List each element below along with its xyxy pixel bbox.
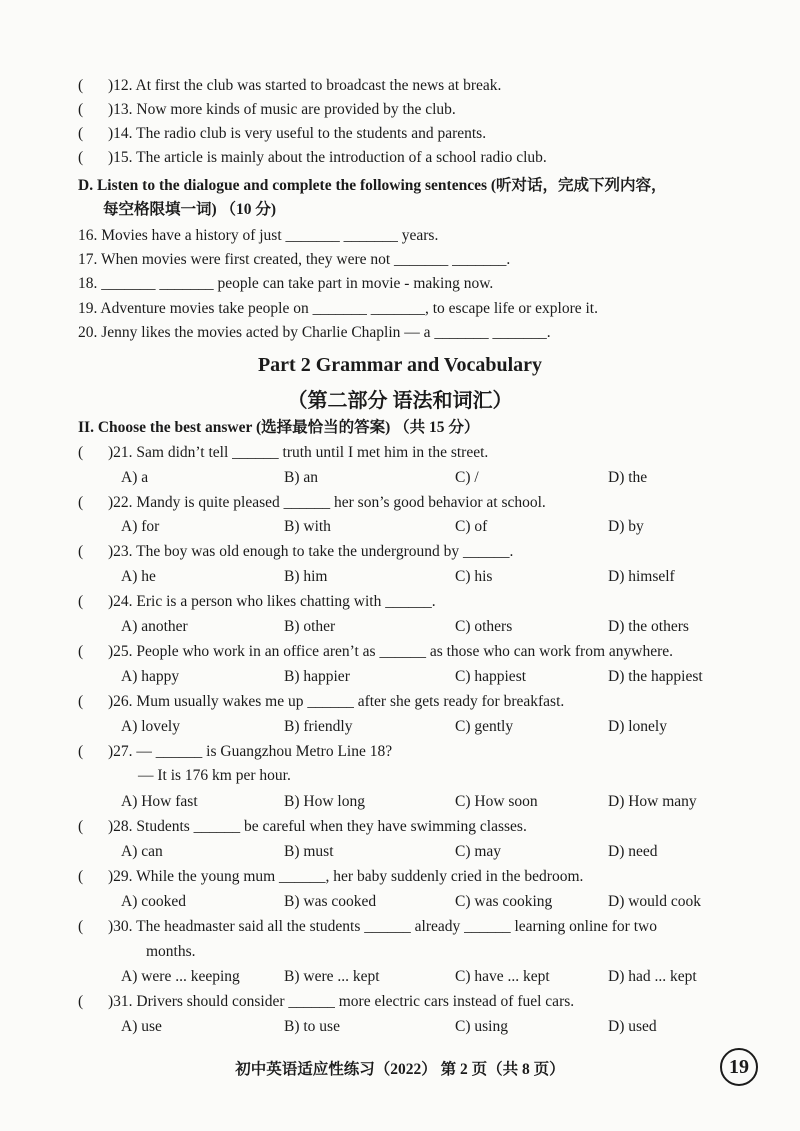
- option-d: D) used: [608, 1018, 657, 1035]
- question-text: )24. Eric is a person who likes chatting with ______.: [108, 593, 436, 610]
- option-a: A) cooked: [121, 893, 186, 910]
- option-d: D) himself: [608, 568, 675, 585]
- option-d: D) the others: [608, 618, 689, 635]
- option-b: B) him: [284, 568, 328, 585]
- answer-paren: (: [78, 494, 84, 511]
- question-text: )21. Sam didn’t tell ______ truth until I met him in the street.: [108, 444, 489, 461]
- question-text: )12. At first the club was started to broadcast the news at break.: [108, 77, 502, 94]
- option-a: A) lovely: [121, 718, 180, 735]
- option-a: A) How fast: [121, 793, 198, 810]
- answer-paren: (: [78, 125, 84, 142]
- answer-paren: (: [78, 693, 84, 710]
- option-c: C) may: [455, 843, 502, 860]
- option-d: D) would cook: [608, 893, 701, 910]
- option-c: C) have ... kept: [455, 968, 550, 985]
- option-a: A) another: [121, 618, 188, 635]
- question-text: )27. — ______ is Guangzhou Metro Line 18?: [108, 743, 393, 760]
- answer-paren: (: [78, 868, 84, 885]
- option-d: D) need: [608, 843, 658, 860]
- option-a: A) he: [121, 568, 156, 585]
- option-b: B) How long: [284, 793, 365, 810]
- part-title: Part 2 Grammar and Vocabulary: [257, 354, 543, 376]
- option-c: C) others: [455, 618, 513, 635]
- answer-paren: (: [78, 543, 84, 560]
- option-c: C) was cooking: [455, 893, 553, 910]
- option-d: D) How many: [608, 793, 697, 810]
- fill-item: 19. Adventure movies take people on _______ _______, to escape life or explore it.: [78, 300, 598, 317]
- question-text: )31. Drivers should consider ______ more electric cars instead of fuel cars.: [108, 993, 575, 1010]
- fill-item: 17. When movies were first created, they were not _______ _______.: [78, 251, 511, 268]
- answer-paren: (: [78, 77, 84, 94]
- option-d: D) by: [608, 518, 644, 535]
- question-text: )28. Students ______ be careful when they have swimming classes.: [108, 818, 527, 835]
- option-b: B) to use: [284, 1018, 340, 1035]
- question-text: )15. The article is mainly about the introduction of a school radio club.: [108, 149, 547, 166]
- option-b: B) was cooked: [284, 893, 377, 910]
- question-text: )13. Now more kinds of music are provided by the club.: [108, 101, 456, 118]
- answer-paren: (: [78, 149, 84, 166]
- option-c: C) How soon: [455, 793, 538, 810]
- option-b: B) an: [284, 469, 319, 486]
- option-d: D) the: [608, 469, 648, 486]
- option-c: C) of: [455, 518, 488, 535]
- option-a: A) a: [121, 469, 149, 486]
- answer-paren: (: [78, 818, 84, 835]
- option-b: B) with: [284, 518, 331, 535]
- option-a: A) for: [121, 518, 160, 535]
- fill-item: 16. Movies have a history of just _______ _______ years.: [78, 227, 439, 244]
- answer-paren: (: [78, 643, 84, 660]
- section-d-heading: D. Listen to the dialogue and complete the following sentences (听对话，完成下列内容，: [78, 177, 667, 194]
- option-c: C) /: [455, 469, 479, 486]
- option-d: D) the happiest: [608, 668, 703, 685]
- option-d: D) had ... kept: [608, 968, 697, 985]
- page-number-badge: 19: [720, 1048, 758, 1086]
- answer-paren: (: [78, 444, 84, 461]
- question-text: )29. While the young mum ______, her baby suddenly cried in the bedroom.: [108, 868, 584, 885]
- question-text: )26. Mum usually wakes me up ______ after she gets ready for breakfast.: [108, 693, 565, 710]
- answer-paren: (: [78, 593, 84, 610]
- option-b: B) were ... kept: [284, 968, 380, 985]
- fill-item: 20. Jenny likes the movies acted by Charlie Chaplin — a _______ _______.: [78, 324, 551, 341]
- question-text: )22. Mandy is quite pleased ______ her son’s good behavior at school.: [108, 494, 546, 511]
- answer-paren: (: [78, 918, 84, 935]
- option-c: C) his: [455, 568, 493, 585]
- option-b: B) friendly: [284, 718, 353, 735]
- question-text-cont: months.: [146, 943, 196, 960]
- option-a: A) can: [121, 843, 163, 860]
- option-a: A) were ... keeping: [121, 968, 240, 985]
- option-c: C) using: [455, 1018, 508, 1035]
- part-subtitle: （第二部分 语法和词汇）: [287, 390, 513, 412]
- option-c: C) gently: [455, 718, 514, 735]
- section-d-heading-cont: 每空格限填一词) （10 分): [103, 201, 277, 218]
- option-c: C) happiest: [455, 668, 527, 685]
- answer-paren: (: [78, 101, 84, 118]
- option-b: B) other: [284, 618, 336, 635]
- fill-item: 18. _______ _______ people can take part in movie - making now.: [78, 275, 494, 292]
- option-a: A) use: [121, 1018, 162, 1035]
- option-b: B) happier: [284, 668, 350, 685]
- page-footer: 初中英语适应性练习（2022） 第 2 页（共 8 页）: [235, 1061, 565, 1078]
- option-d: D) lonely: [608, 718, 667, 735]
- option-b: B) must: [284, 843, 334, 860]
- section-ii-heading: II. Choose the best answer (选择最恰当的答案) （共 15 分）: [78, 419, 480, 436]
- question-text: )14. The radio club is very useful to the students and parents.: [108, 125, 487, 142]
- question-text: )30. The headmaster said all the students ______ already ______ learning online for two: [108, 918, 657, 935]
- question-reply: — It is 176 km per hour.: [138, 767, 291, 784]
- question-text: )25. People who work in an office aren’t as ______ as those who can work from anywhere.: [108, 643, 674, 660]
- answer-paren: (: [78, 993, 84, 1010]
- option-a: A) happy: [121, 668, 180, 685]
- answer-paren: (: [78, 743, 84, 760]
- question-text: )23. The boy was old enough to take the underground by ______.: [108, 543, 514, 560]
